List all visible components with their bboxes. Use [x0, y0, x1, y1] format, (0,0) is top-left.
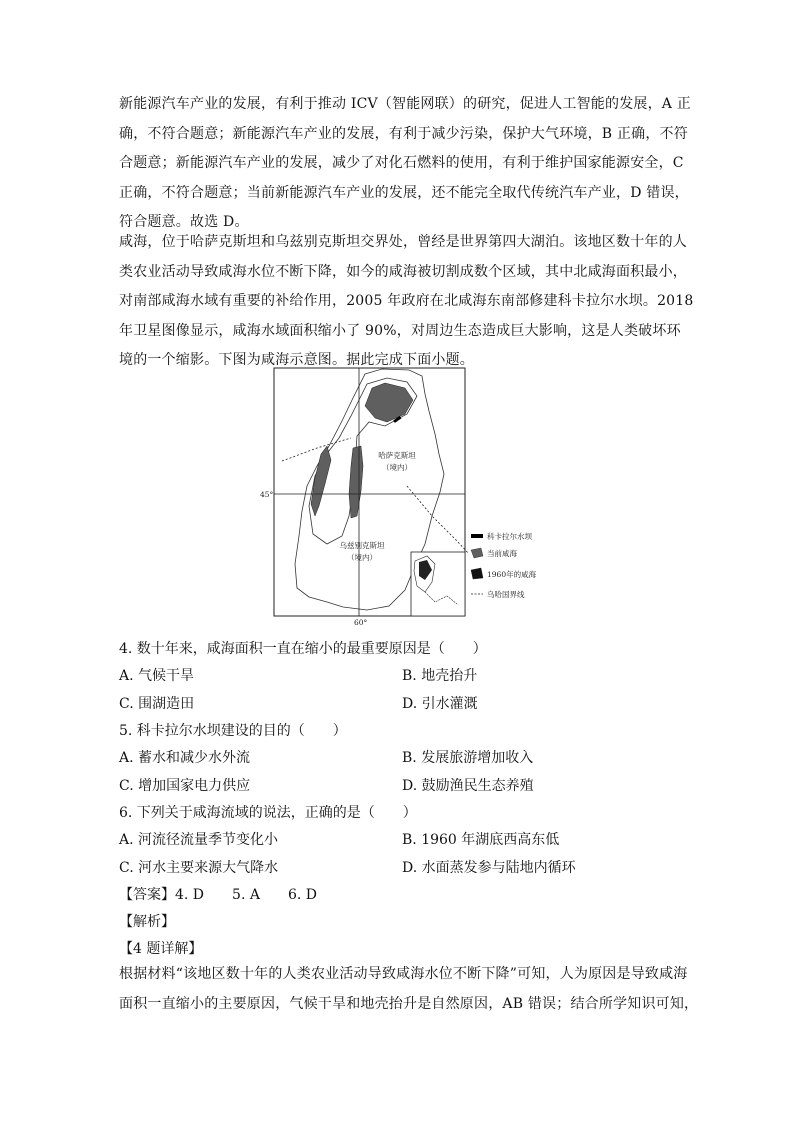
text-line: 根据材料“该地区数十年的人类农业活动导致咸海水位不断下降”可知，人为原因是导致咸海 — [119, 966, 688, 982]
question-4-option-b: B. 地壳抬升 — [402, 668, 478, 684]
question-5-stem: 5. 科卡拉尔水坝建设的目的（ ） — [119, 723, 347, 739]
question-6-option-c: C. 河水主要来源大气降水 — [119, 860, 279, 876]
text-line: 确，不符合题意；新能源汽车产业的发展，有利于减少污染，保护大气环境，B 正确，不符 — [119, 125, 688, 142]
question-5-option-d: D. 鼓励渔民生态养殖 — [402, 778, 534, 794]
text-line: 符合题意。故选 D。 — [119, 214, 249, 230]
q4-detail-heading: 【4 题详解】 — [119, 941, 203, 957]
text-line: 咸海，位于哈萨克斯坦和乌兹别克斯坦交界处，曾经是世界第四大湖泊。该地区数十年的人 — [119, 234, 687, 250]
paragraph-1 — [119, 90, 691, 238]
text-line: 类农业活动导致咸海水位不断下降，如今的咸海被切割成数个区域，其中北咸海面积最小， — [119, 263, 687, 280]
paragraph-2 — [119, 228, 694, 376]
label-uzbekistan-sub: （境内） — [347, 553, 377, 562]
text-line: 境的一个缩影。下图为咸海示意图。据此完成下面小题。 — [119, 352, 474, 368]
legend-border-label: 乌哈国界线 — [487, 590, 525, 599]
legend-current-sea-label: 当前咸海 — [487, 549, 517, 558]
answer-line: 【答案】4. D 5. A 6. D — [119, 887, 317, 903]
latitude-label: 45° — [260, 490, 274, 499]
question-4-stem: 4. 数十年来，咸海面积一直在缩小的最重要原因是（ ） — [119, 641, 487, 657]
analysis-heading: 【解析】 — [119, 914, 175, 930]
text-line: 正确，不符合题意；当前新能源汽车产业的发展，还不能完全取代传统汽车产业，D 错误， — [119, 184, 689, 201]
question-5-option-c: C. 增加国家电力供应 — [119, 778, 251, 794]
legend-current-sea-swatch — [471, 548, 483, 558]
question-6-option-b: B. 1960 年湖底西高东低 — [402, 832, 560, 848]
aral-sea-map — [257, 366, 547, 628]
paragraph-3 — [119, 960, 699, 1019]
text-line: 新能源汽车产业的发展，有利于推动 ICV（智能网联）的研究，促进人工智能的发展，A 正 — [119, 96, 691, 112]
text-line: 年卫星图像显示，咸海水域面积缩小了 90%，对周边生态造成巨大影响，这是人类破坏环 — [119, 322, 681, 339]
legend-1960-sea-label: 1960年的咸海 — [487, 570, 537, 579]
question-4-option-d: D. 引水灌溉 — [402, 696, 478, 712]
question-5-option-a: A. 蓄水和减少水外流 — [119, 750, 251, 766]
text-line: 对南部咸海水域有重要的补给作用，2005 年政府在北咸海东南部修建科卡拉尔水坝。2018 — [119, 293, 694, 309]
question-5-option-b: B. 发展旅游增加收入 — [402, 750, 534, 766]
text-line: 合题意；新能源汽车产业的发展，减少了对化石燃料的使用，有利于维护国家能源安全，C — [119, 155, 684, 171]
question-4-option-a: A. 气候干旱 — [119, 668, 195, 684]
question-6-stem: 6. 下列关于咸海流域的说法，正确的是（ ） — [119, 805, 417, 821]
label-kazakhstan: 哈萨克斯坦 — [378, 451, 416, 460]
legend-dam-label: 科卡拉尔水坝 — [487, 532, 532, 541]
text-line: 面积一直缩小的主要原因，气候干旱和地壳抬升是自然原因，AB 错误；结合所学知识可知， — [119, 995, 699, 1012]
label-uzbekistan: 乌兹别克斯坦 — [339, 541, 385, 550]
legend-dam-swatch — [471, 534, 483, 538]
label-kazakhstan-sub: （境内） — [382, 463, 412, 472]
longitude-label: 60° — [354, 618, 368, 627]
question-6-option-d: D. 水面蒸发参与陆地内循环 — [402, 860, 576, 876]
question-6-option-a: A. 河流径流量季节变化小 — [119, 832, 279, 848]
question-4-option-c: C. 围湖造田 — [119, 696, 195, 712]
legend-1960-sea-swatch — [471, 568, 483, 579]
